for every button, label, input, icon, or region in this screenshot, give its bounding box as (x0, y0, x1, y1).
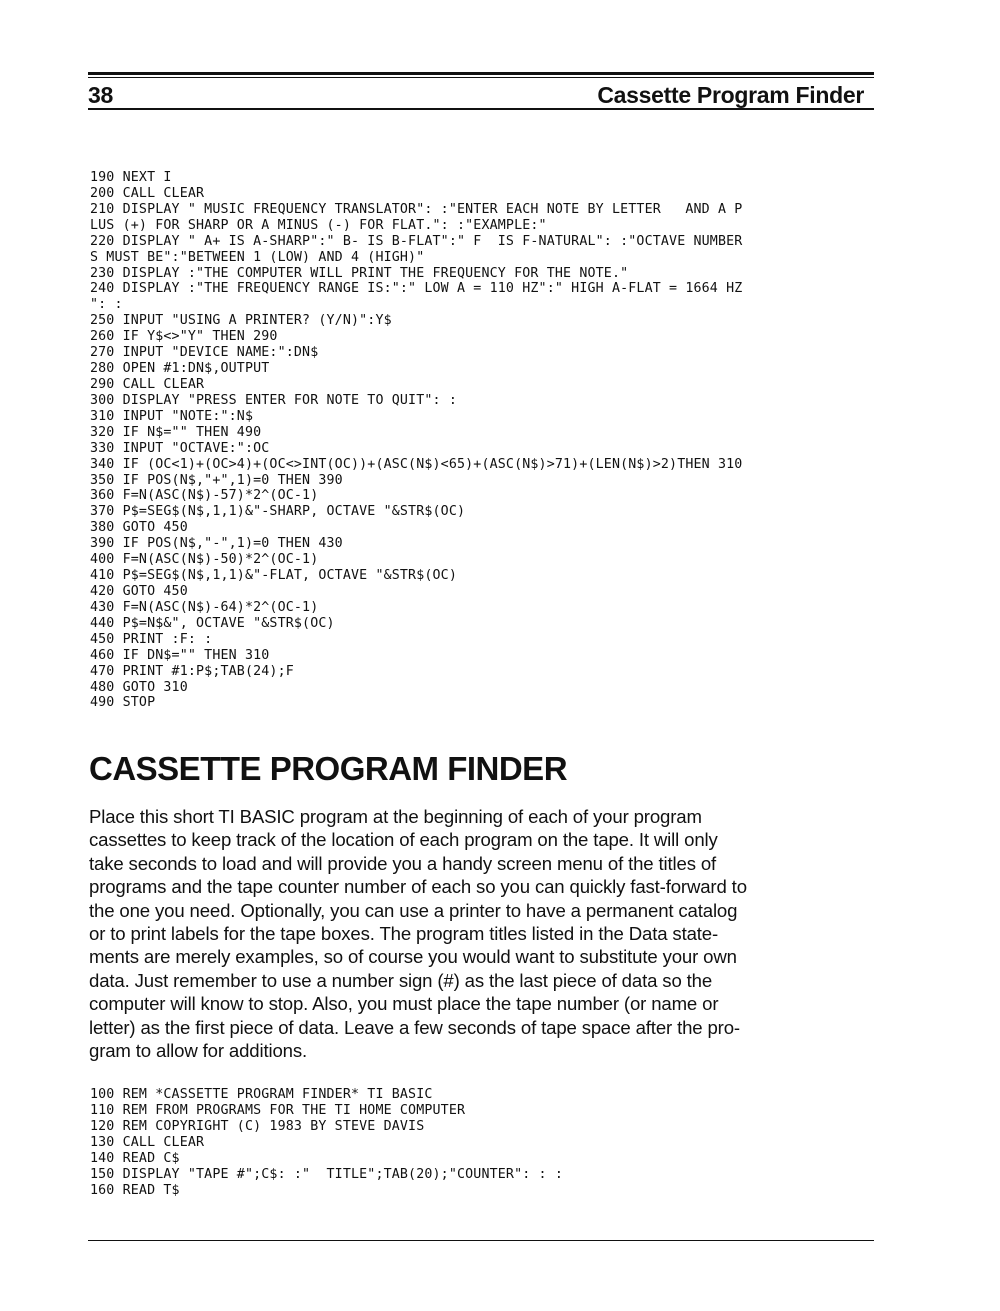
code-line: 190 NEXT I (90, 170, 172, 185)
body-line: Place this short TI BASIC program at the beginning of each of your program (89, 806, 702, 827)
code-line: 270 INPUT "DEVICE NAME:":DN$ (90, 345, 319, 361)
code-line: 200 CALL CLEAR (90, 185, 205, 201)
code-line: 120 REM COPYRIGHT (C) 1983 BY STEVE DAVIS (90, 1118, 425, 1134)
body-line: take seconds to load and will provide you a handy screen menu of the titles of (89, 852, 717, 874)
header-bottom-rule (88, 108, 874, 110)
code-line: S MUST BE":"BETWEEN 1 (LOW) AND 4 (HIGH)" (90, 249, 425, 265)
code-line: 100 REM *CASSETTE PROGRAM FINDER* TI BASIC (90, 1087, 433, 1102)
body-line: computer will know to stop. Also, you must place the tape number (or name or (89, 993, 719, 1015)
running-title: Cassette Program Finder (597, 82, 864, 108)
code-line: 470 PRINT #1:P$;TAB(24);F (90, 663, 294, 679)
code-line: 420 GOTO 450 (90, 583, 188, 599)
footer-rule (88, 1240, 874, 1241)
code-line: 310 INPUT "NOTE:":N$ (90, 408, 254, 424)
body-line: programs and the tape counter number of each so you can quickly fast-forward to (89, 876, 747, 898)
code-line: 260 IF Y$<>"Y" THEN 290 (90, 329, 278, 345)
code-line: 300 DISPLAY "PRESS ENTER FOR NOTE TO QUIT": : (90, 392, 457, 408)
code-line: 490 STOP (90, 695, 156, 711)
page-number: 38 (88, 82, 113, 108)
code-line: 380 GOTO 450 (90, 520, 188, 536)
body-line: the one you need. Optionally, you can use a printer to have a permanent catalog (89, 899, 738, 921)
code-line: 430 F=N(ASC(N$)-64)*2^(OC-1) (90, 599, 319, 615)
code-line: 410 P$=SEG$(N$,1,1)&"-FLAT, OCTAVE "&STR$(OC) (90, 568, 457, 584)
code-line: 110 REM FROM PROGRAMS FOR THE TI HOME COMPUTER (90, 1102, 466, 1118)
code-line: 330 INPUT "OCTAVE:":OC (90, 440, 270, 456)
code-line: 360 F=N(ASC(N$)-57)*2^(OC-1) (90, 488, 319, 504)
code-line: LUS (+) FOR SHARP OR A MINUS (-) FOR FLAT.": :"EXAMPLE:" (90, 217, 547, 233)
code-line: 320 IF N$="" THEN 490 (90, 424, 262, 440)
code-line: 160 READ T$ (90, 1182, 180, 1198)
code-line: 150 DISPLAY "TAPE #";C$: :" TITLE";TAB(20);"COUNTER": : : (90, 1166, 564, 1182)
code-line: 140 READ C$ (90, 1150, 180, 1166)
body-line: cassettes to keep track of the location of each program on the tape. It will only (89, 829, 718, 851)
code-line: 350 IF POS(N$,"+",1)=0 THEN 390 (90, 472, 343, 488)
code-line: 370 P$=SEG$(N$,1,1)&"-SHARP, OCTAVE "&STR$(OC) (90, 504, 466, 520)
code-line: 340 IF (OC<1)+(OC>4)+(OC<>INT(OC))+(ASC(N$)<65)+(ASC(N$)>71)+(LEN(N$)>2)THEN 310 (90, 456, 743, 472)
code-line: 130 CALL CLEAR (90, 1134, 205, 1150)
code-line: 210 DISPLAY " MUSIC FREQUENCY TRANSLATOR": :"ENTER EACH NOTE BY LETTER AND A P (90, 201, 743, 217)
program-listing-bottom (90, 1087, 563, 1198)
code-line: ": : (90, 297, 123, 313)
code-line: 480 GOTO 310 (90, 679, 188, 695)
code-line: 250 INPUT "USING A PRINTER? (Y/N)":Y$ (90, 313, 392, 329)
code-line: 400 F=N(ASC(N$)-50)*2^(OC-1) (90, 552, 319, 568)
running-header (88, 80, 864, 110)
section-heading: CASSETTE PROGRAM FINDER (89, 750, 568, 787)
code-line: 220 DISPLAY " A+ IS A-SHARP":" B- IS B-FLAT":" F IS F-NATURAL": :"OCTAVE NUMBER (90, 233, 743, 249)
body-line: gram to allow for additions. (89, 1040, 307, 1062)
program-listing-top (90, 170, 742, 711)
code-line: 460 IF DN$="" THEN 310 (90, 647, 270, 663)
code-line: 390 IF POS(N$,"-",1)=0 THEN 430 (90, 536, 343, 552)
code-line: 450 PRINT :F: : (90, 631, 213, 647)
section-body (89, 805, 869, 1062)
code-line: 230 DISPLAY :"THE COMPUTER WILL PRINT THE FREQUENCY FOR THE NOTE." (90, 265, 629, 281)
code-line: 290 CALL CLEAR (90, 376, 205, 392)
code-line: 240 DISPLAY :"THE FREQUENCY RANGE IS:":" LOW A = 110 HZ":" HIGH A-FLAT = 1664 HZ (90, 281, 743, 297)
body-line: or to print labels for the tape boxes. The program titles listed in the Data state- (89, 923, 719, 945)
header-top-rule (88, 72, 874, 75)
body-line: letter) as the first piece of data. Leave a few seconds of tape space after the pro- (89, 1016, 740, 1038)
body-line: ments are merely examples, so of course you would want to substitute your own (89, 946, 737, 968)
body-line: data. Just remember to use a number sign (#) as the last piece of data so the (89, 969, 713, 991)
header-top-rule-thin (88, 77, 874, 78)
code-line: 440 P$=N$&", OCTAVE "&STR$(OC) (90, 615, 335, 631)
code-line: 280 OPEN #1:DN$,OUTPUT (90, 361, 270, 377)
